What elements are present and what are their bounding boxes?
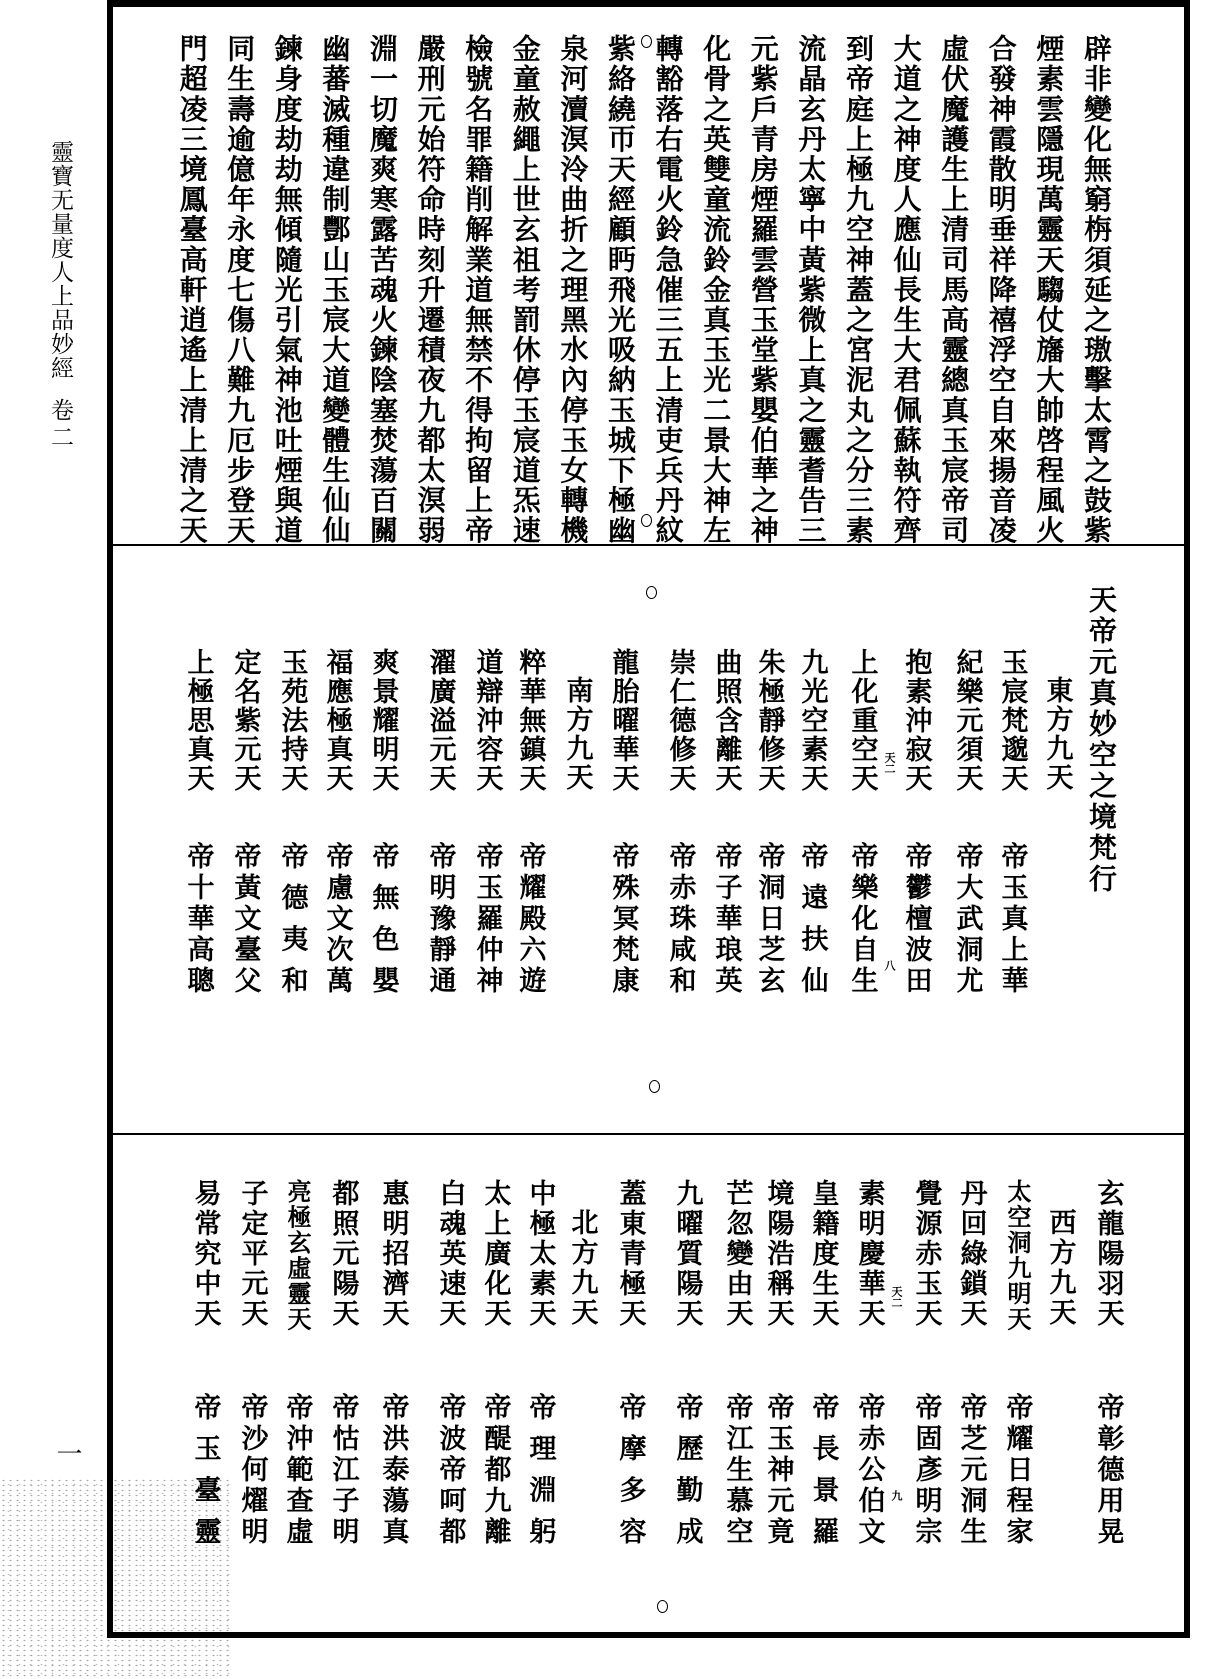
emperor-name: 帝理淵躬 — [524, 1393, 556, 1559]
heaven-name: 龍胎曜華天 — [607, 648, 639, 793]
margin-annotation: 天二 — [883, 752, 896, 774]
direction-heading: 北方九天 — [566, 1208, 598, 1328]
heaven-name: 福應極真天 — [321, 648, 353, 793]
emperor-name: 帝明豫靜通 — [424, 842, 456, 997]
emperor-name: 帝玉臺靈 — [189, 1393, 221, 1559]
margin-volume: 卷二 — [47, 398, 73, 452]
heaven-name: 惠明招濟天 — [377, 1179, 409, 1329]
scripture-column: 同生壽逾億年永度七傷八難九厄步登天 — [223, 34, 257, 546]
scripture-column: 檢號名罪籍削解業道無禁不得拘留上帝 — [461, 34, 495, 546]
emperor-name: 帝無色嬰 — [367, 842, 399, 1008]
scripture-column: 嚴刑元始符命時刻升遷積夜九都太溟弱 — [413, 34, 447, 546]
circle-mark — [641, 514, 652, 527]
heaven-name: 紀樂元須天 — [951, 648, 983, 793]
scripture-column: 大道之神度人應仙長生大君佩蘇執符齊 — [889, 34, 923, 546]
scripture-column: 化骨之英雙童流鈴金真玉光二景大神左 — [699, 34, 733, 546]
section-title: 天帝元真妙空之境梵行 — [1085, 585, 1118, 895]
heaven-name: 白魂英速天 — [434, 1179, 466, 1329]
heaven-name: 曲照含離天 — [710, 648, 742, 793]
emperor-name: 帝遠扶仙 — [796, 842, 828, 1008]
scripture-column: 門超凌三境鳳臺高軒逍遙上清上清之天 — [175, 34, 209, 546]
scripture-column: 紫絡繞帀天經顧眄飛光吸納玉城下極幽 — [604, 34, 637, 546]
heaven-name: 丹回綠鎖天 — [955, 1179, 987, 1329]
emperor-name: 帝洪泰蕩真 — [377, 1393, 409, 1548]
circle-mark — [657, 1600, 668, 1613]
emperor-name: 帝洞日芝玄 — [753, 842, 785, 997]
direction-heading: 東方九天 — [1041, 676, 1073, 792]
circle-mark — [641, 35, 652, 48]
heaven-name: 九光空素天 — [796, 648, 828, 793]
emperor-name: 帝子華琅英 — [710, 842, 742, 997]
heaven-name: 蓋東青極天 — [614, 1179, 646, 1329]
heaven-name: 玉宸梵邈天 — [996, 648, 1028, 793]
scripture-column: 泉河瀆溟泠曲折之理黑水內停玉女轉機 — [556, 34, 590, 546]
scripture-column: 金童赦繩上世玄祖考罰休停玉宸道炁速 — [508, 34, 542, 546]
emperor-name: 帝芝元洞生 — [955, 1393, 987, 1548]
heaven-name: 上極思真天 — [182, 648, 214, 793]
heaven-name: 亮極玄虛靈天 — [283, 1179, 312, 1332]
scripture-column: 流晶玄丹太寧中黃紫微上真之靈耆告三 — [794, 34, 828, 546]
scripture-column: 元紫戶青房煙羅雲營玉堂紫嬰伯華之神 — [746, 34, 780, 546]
scripture-column: 合發神霞散明垂祥降禧浮空自來揚音凌 — [984, 34, 1018, 546]
heaven-name: 道辯沖容天 — [471, 648, 503, 793]
emperor-name: 帝摩多容 — [614, 1393, 646, 1559]
emperor-name: 帝玉羅仲神 — [471, 842, 503, 997]
heaven-name: 芒忽變由天 — [721, 1179, 753, 1329]
heaven-name: 九曜質陽天 — [671, 1179, 703, 1329]
scripture-column: 煙素雲隱現萬靈天騶仗旛大帥啓程風火 — [1032, 34, 1066, 546]
circle-mark — [649, 1080, 660, 1093]
emperor-name: 帝黃文臺父 — [229, 842, 261, 997]
heaven-name: 玉苑法持天 — [276, 648, 308, 793]
heaven-name: 皇籍度生天 — [807, 1179, 839, 1329]
heaven-name: 太空洞九明天 — [1003, 1179, 1032, 1332]
heaven-name: 素明慶華天 — [853, 1179, 885, 1329]
heaven-name: 子定平元天 — [236, 1179, 268, 1329]
emperor-name: 帝赤公伯文 — [853, 1393, 885, 1548]
emperor-name: 帝醍都九離 — [479, 1393, 511, 1548]
emperor-name: 帝玉神元竟 — [762, 1393, 794, 1548]
emperor-name: 帝大武洞尤 — [951, 842, 983, 997]
scripture-column: 淵一切魔爽寒露苦魂火鍊陰塞焚蕩百關 — [366, 34, 399, 546]
heaven-name: 境陽浩稱天 — [762, 1179, 794, 1329]
scripture-column: 幽蕃滅種違制酆山玉宸大道變體生仙仙 — [318, 34, 352, 546]
heaven-name: 抱素沖寂天 — [900, 648, 932, 793]
scripture-column: 到帝庭上極九空神蓋之宮泥丸之分三素 — [842, 34, 875, 546]
heaven-name: 玄龍陽羽天 — [1092, 1179, 1124, 1329]
circle-mark — [646, 586, 657, 599]
heaven-name: 粹華無鎮天 — [514, 648, 546, 793]
emperor-name: 帝玉真上華 — [996, 842, 1028, 997]
emperor-name: 帝怙江子明 — [327, 1393, 359, 1548]
emperor-name: 帝十華高聰 — [182, 842, 214, 997]
scripture-column: 鍊身度劫劫無傾隨光引氣神池吐煙與道 — [270, 34, 304, 546]
emperor-name: 帝德夷和 — [276, 842, 308, 1008]
scripture-column: 虛伏魔護生上清司馬高靈總真玉宸帝司 — [937, 34, 971, 546]
heaven-name: 太上廣化天 — [479, 1179, 511, 1329]
emperor-name: 帝波帝呵都 — [434, 1393, 466, 1548]
heaven-name: 中極太素天 — [524, 1179, 556, 1329]
page-number: 一 — [52, 1440, 82, 1466]
heaven-name: 易常究中天 — [189, 1179, 221, 1329]
emperor-name: 帝樂化自生 — [846, 842, 878, 997]
margin-annotation: 九 — [890, 1490, 903, 1501]
direction-heading: 南方九天 — [561, 676, 593, 792]
emperor-name: 帝固彥明宗 — [910, 1393, 942, 1548]
scripture-column: 辟非變化無窮栴須延之璈擊太霄之鼓紫 — [1080, 34, 1113, 546]
scripture-column: 轉豁落右電火鈴急催三五上清吏兵丹紋 — [651, 34, 685, 546]
emperor-name: 帝江生慕空 — [721, 1393, 753, 1548]
margin-annotation: 八 — [883, 960, 896, 971]
emperor-name: 帝歷勤成 — [671, 1393, 703, 1559]
heaven-name: 濯廣溢元天 — [424, 648, 456, 793]
section-divider-2 — [113, 1133, 1185, 1135]
emperor-name: 帝殊冥梵康 — [607, 842, 639, 997]
heaven-name: 崇仁德修天 — [664, 648, 696, 793]
emperor-name: 帝耀日程家 — [1001, 1393, 1033, 1548]
emperor-name: 帝沖範查虛 — [281, 1393, 313, 1548]
emperor-name: 帝鬱檀波田 — [900, 842, 932, 997]
emperor-name: 帝長景羅 — [807, 1393, 839, 1559]
heaven-name: 定名紫元天 — [229, 648, 261, 793]
emperor-name: 帝耀殿六遊 — [514, 842, 546, 997]
margin-book-title: 靈寶无量度人上品妙經 — [47, 140, 73, 380]
heaven-name: 都照元陽天 — [327, 1179, 359, 1329]
heaven-name: 爽景耀明天 — [367, 648, 399, 793]
emperor-name: 帝慮文次萬 — [321, 842, 353, 997]
heaven-name: 朱極靜修天 — [753, 648, 785, 793]
emperor-name: 帝赤珠咸和 — [664, 842, 696, 997]
direction-heading: 西方九天 — [1044, 1208, 1076, 1328]
emperor-name: 帝彰德用晃 — [1092, 1393, 1124, 1548]
heaven-name: 上化重空天 — [846, 648, 878, 793]
emperor-name: 帝沙何燿明 — [236, 1393, 268, 1548]
margin-annotation: 天二 — [890, 1286, 903, 1308]
heaven-name: 覺源赤玉天 — [910, 1179, 942, 1329]
